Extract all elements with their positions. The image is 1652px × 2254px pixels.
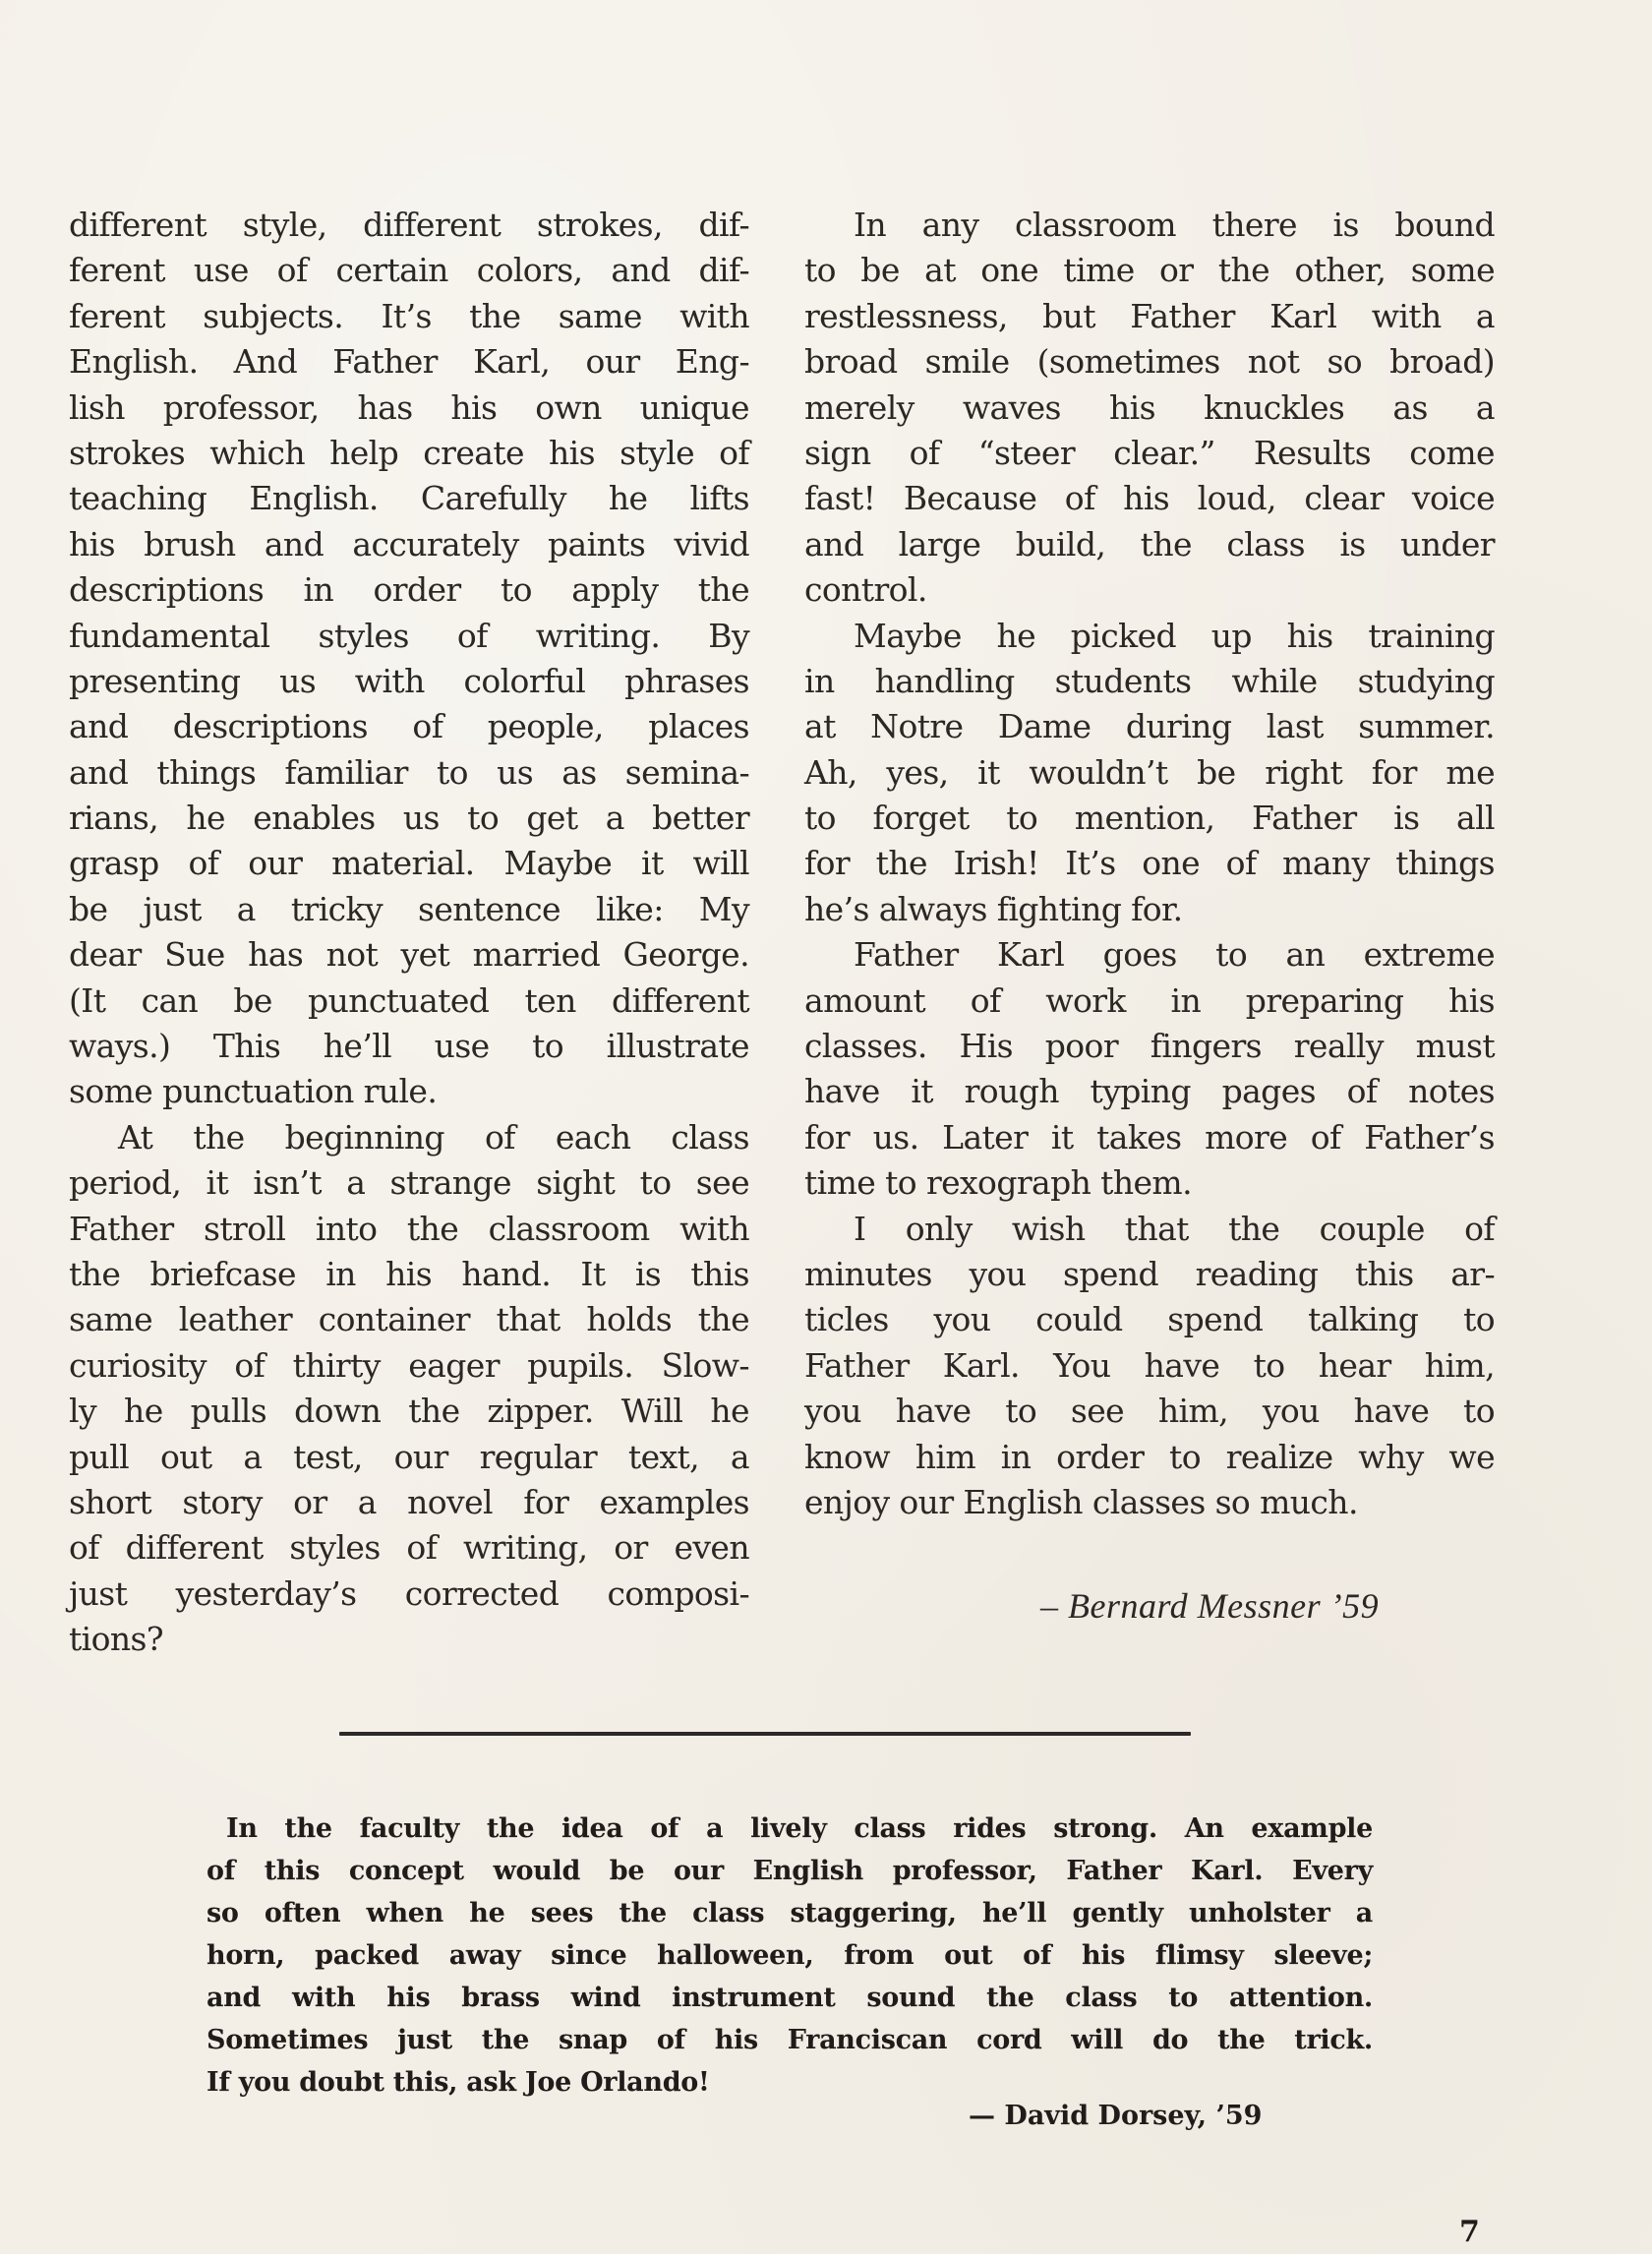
text-line: Sometimes just the snap of his Franciscan cord will do the trick. xyxy=(206,2025,1373,2055)
text-line: pull out a test, our regular text, a xyxy=(69,1437,749,1476)
text-line: dear Sue has not yet married George. xyxy=(69,935,749,975)
text-line: ticles you could spend talking to xyxy=(804,1300,1495,1339)
text-line: In any classroom there is bound xyxy=(854,206,1495,244)
text-line: In the faculty the idea of a lively class rides strong. An example xyxy=(226,1813,1373,1844)
text-line: broad smile (sometimes not so broad) xyxy=(804,342,1495,382)
text-line: control. xyxy=(804,570,927,610)
text-line: same leather container that holds the xyxy=(69,1300,749,1339)
horizontal-rule xyxy=(339,1732,1191,1736)
text-line: for us. Later it takes more of Father’s xyxy=(804,1117,1495,1157)
text-line: merely waves his knuckles as a xyxy=(804,387,1495,427)
text-line: restlessness, but Father Karl with a xyxy=(804,296,1495,335)
text-line: time to rexograph them. xyxy=(804,1163,1192,1203)
text-line: he’s always fighting for. xyxy=(804,889,1183,928)
page-number: 7 xyxy=(1459,2215,1480,2249)
text-line: just yesterday’s corrected composi- xyxy=(69,1573,749,1613)
text-line: teaching English. Carefully he lifts xyxy=(69,479,749,518)
text-line: know him in order to realize why we xyxy=(804,1437,1495,1476)
text-line: horn, packed away since halloween, from out of his flimsy sleeve; xyxy=(206,1940,1373,1971)
text-line: you have to see him, you have to xyxy=(804,1392,1495,1431)
text-line: fundamental styles of writing. By xyxy=(69,616,749,655)
text-line: strokes which help create his style of xyxy=(69,433,749,472)
text-line: ways.) This he’ll use to illustrate xyxy=(69,1027,749,1066)
text-line: and with his brass wind instrument sound the class to attention. xyxy=(206,1983,1373,2013)
text-line: English. And Father Karl, our Eng- xyxy=(69,342,749,382)
text-line: have it rough typing pages of notes xyxy=(804,1072,1495,1111)
text-line: descriptions in order to apply the xyxy=(69,570,749,610)
text-line: of different styles of writing, or even xyxy=(69,1528,749,1568)
text-line: presenting us with colorful phrases xyxy=(69,661,749,700)
text-line: Father stroll into the classroom with xyxy=(69,1209,749,1248)
text-line: and things familiar to us as semina- xyxy=(69,752,749,792)
text-line: his brush and accurately paints vivid xyxy=(69,524,749,564)
text-line: some punctuation rule. xyxy=(69,1072,438,1111)
text-line: and descriptions of people, places xyxy=(69,707,749,746)
text-line: enjoy our English classes so much. xyxy=(804,1482,1358,1521)
text-line: and large build, the class is under xyxy=(804,524,1495,564)
sidebar-note xyxy=(206,1808,1373,2104)
text-line: at Notre Dame during last summer. xyxy=(804,707,1495,746)
text-line: to be at one time or the other, some xyxy=(804,251,1495,290)
text-line: ferent use of certain colors, and dif- xyxy=(69,251,749,290)
text-line: so often when he sees the class staggering, he’ll gently unholster a xyxy=(206,1898,1373,1928)
text-line: minutes you spend reading this ar- xyxy=(804,1254,1495,1293)
text-line: different style, different strokes, dif- xyxy=(69,206,749,244)
text-line: Father Karl goes to an extreme xyxy=(854,935,1495,975)
text-line: Ah, yes, it wouldn’t be right for me xyxy=(804,752,1495,792)
text-line: Father Karl. You have to hear him, xyxy=(804,1345,1495,1385)
text-line: grasp of our material. Maybe it will xyxy=(69,844,749,883)
text-line: classes. His poor fingers really must xyxy=(804,1027,1495,1066)
text-line: amount of work in preparing his xyxy=(804,980,1495,1020)
article-right-column xyxy=(804,203,1495,1525)
text-line: be just a tricky sentence like: My xyxy=(69,889,749,928)
text-line: tions? xyxy=(69,1620,163,1659)
text-line: rians, he enables us to get a better xyxy=(69,799,749,838)
text-line: Maybe he picked up his training xyxy=(854,616,1495,655)
text-line: of this concept would be our English professor, Father Karl. Every xyxy=(206,1856,1373,1886)
text-line: ly he pulls down the zipper. Will he xyxy=(69,1392,749,1431)
sidebar-note-signature: — David Dorsey, ’59 xyxy=(969,2101,1263,2131)
text-line: lish professor, has his own unique xyxy=(69,387,749,427)
text-line: At the beginning of each class xyxy=(118,1117,749,1157)
text-line: period, it isn’t a strange sight to see xyxy=(69,1163,749,1203)
text-line: to forget to mention, Father is all xyxy=(804,799,1495,838)
text-line: (It can be punctuated ten different xyxy=(69,980,749,1020)
text-line: sign of “steer clear.” Results come xyxy=(804,433,1495,472)
text-line: ferent subjects. It’s the same with xyxy=(69,296,749,335)
text-line: curiosity of thirty eager pupils. Slow- xyxy=(69,1345,749,1385)
text-line: the briefcase in his hand. It is this xyxy=(69,1254,749,1293)
article-left-column xyxy=(69,203,749,1663)
article-signature: – Bernard Messner ’59 xyxy=(1040,1586,1380,1626)
text-line: in handling students while studying xyxy=(804,661,1495,700)
text-line: fast! Because of his loud, clear voice xyxy=(804,479,1495,518)
text-line: short story or a novel for examples xyxy=(69,1482,749,1521)
text-line: If you doubt this, ask Joe Orlando! xyxy=(206,2067,710,2098)
text-line: I only wish that the couple of xyxy=(854,1209,1495,1248)
text-line: for the Irish! It’s one of many things xyxy=(804,844,1495,883)
